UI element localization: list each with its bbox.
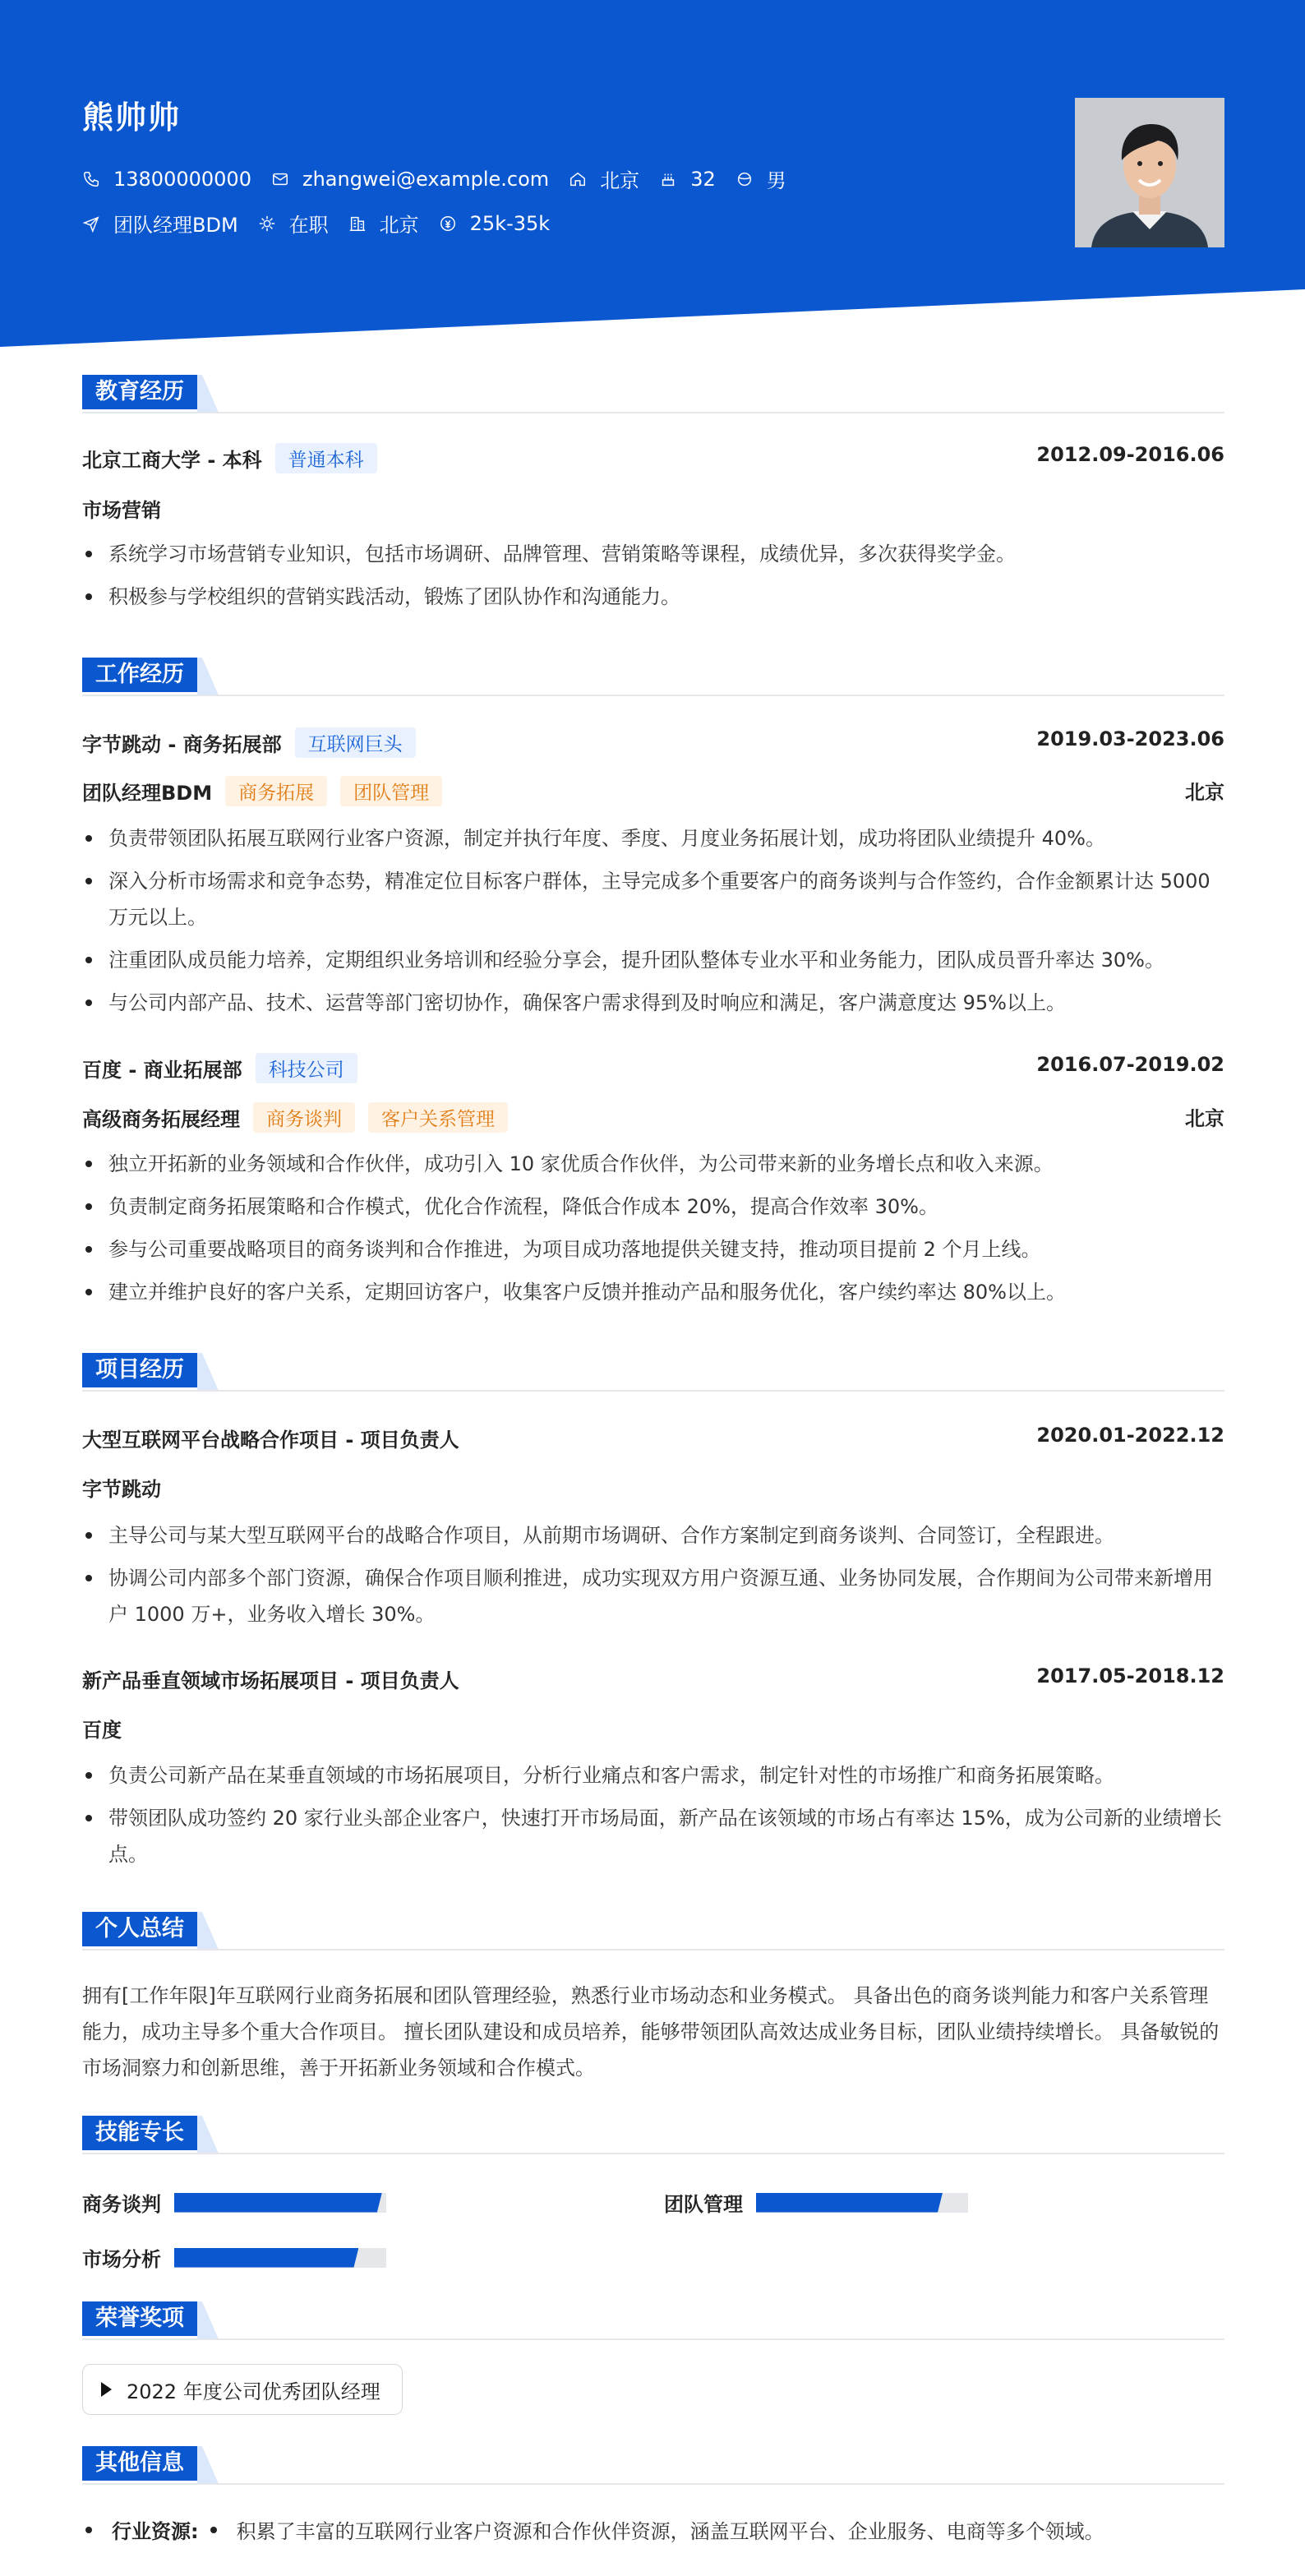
skill-bar-fill (174, 2193, 382, 2213)
list-item: 负责公司新产品在某垂直领域的市场拓展项目，分析行业痛点和客户需求，制定针对性的市场推广和商务拓展策略。 (82, 1757, 1226, 1794)
education-school: 北京工商大学 - 本科 普通本科 (82, 443, 377, 473)
section-title: 个人总结 (82, 1912, 197, 1946)
role-tag: 商务谈判 (253, 1102, 355, 1133)
intent-salary: 25k-35k (439, 212, 551, 235)
education-major: 市场营销 (82, 499, 161, 522)
section-awards (82, 2301, 1224, 2339)
work-location: 北京 (1185, 1107, 1224, 1130)
skill-name: 团队管理 (664, 2193, 743, 2216)
work-company: 字节跳动 - 商务拓展部 互联网巨头 (82, 727, 416, 758)
section-title: 荣誉奖项 (82, 2301, 197, 2336)
list-item: 系统学习市场营销专业知识，包括市场调研、品牌管理、营销策略等课程，成绩优异，多次获得奖学金。 (82, 536, 1226, 572)
avatar (1075, 98, 1224, 247)
work-role: 团队经理BDM 商务拓展 团队管理 (82, 776, 442, 806)
section-rule (82, 412, 1224, 413)
project-date: 2020.01-2022.12 (1036, 1424, 1224, 1447)
cake-icon (659, 170, 677, 188)
section-title: 教育经历 (82, 375, 197, 409)
skill-item (82, 2188, 386, 2217)
intent-city: 北京 (348, 209, 419, 238)
list-item: 带领团队成功签约 20 家行业头部企业客户，快速打开市场局面，新产品在该领域的市场占有率达 15%，成为公司新的业绩增长点。 (82, 1800, 1226, 1872)
project-org: 字节跳动 (82, 1478, 161, 1501)
contact-gender: 男 (736, 164, 786, 193)
candidate-name: 熊帅帅 (82, 99, 182, 136)
company-tag: 科技公司 (256, 1053, 357, 1083)
skill-bar-fill (174, 2248, 358, 2268)
section-title: 其他信息 (82, 2446, 197, 2481)
award-item: 2022 年度公司优秀团队经理 (82, 2364, 403, 2415)
home-icon (569, 170, 587, 188)
building-icon (348, 215, 367, 233)
school-tag: 普通本科 (275, 443, 377, 473)
section-education (82, 375, 1224, 413)
work-date: 2019.03-2023.06 (1036, 727, 1224, 750)
list-item: 负责制定商务拓展策略和合作模式，优化合作流程，降低合作成本 20%，提高合作效率 30%。 (82, 1189, 1226, 1225)
section-rule (82, 2153, 1224, 2154)
skill-name: 商务谈判 (82, 2193, 161, 2216)
project-date: 2017.05-2018.12 (1036, 1664, 1224, 1687)
list-item: 深入分析市场需求和竞争态势，精准定位目标客户群体，主导完成多个重要客户的商务谈判与合作签约，合作金额累计达 5000 万元以上。 (82, 863, 1226, 935)
section-tab-tail (197, 2446, 219, 2484)
role-tag: 客户关系管理 (368, 1102, 508, 1133)
salary-icon (439, 215, 457, 233)
bullet-dot (210, 2527, 217, 2533)
skill-item (82, 2243, 386, 2272)
list-item: 参与公司重要战略项目的商务谈判和合作推进，为项目成功落地提供关键支持，推动项目提前 2 个月上线。 (82, 1231, 1226, 1267)
work-role: 高级商务拓展经理 商务谈判 客户关系管理 (82, 1102, 508, 1133)
role-tag: 团队管理 (340, 776, 442, 806)
contact-email: zhangwei@example.com (271, 168, 549, 191)
profile-photo (1075, 98, 1224, 247)
section-rule (82, 695, 1224, 696)
list-item: 协调公司内部多个部门资源，确保合作项目顺利推进，成功实现双方用户资源互通、业务协同发展，合作期间为公司带来新增用户 1000 万+，业务收入增长 30%。 (82, 1560, 1226, 1632)
work-bullets (82, 1146, 1226, 1317)
skill-item (664, 2188, 968, 2217)
project-org: 百度 (82, 1719, 122, 1742)
skill-name: 市场分析 (82, 2248, 161, 2271)
section-summary (82, 1912, 1224, 1950)
other-info-item (82, 2515, 1104, 2544)
section-tab-tail (197, 375, 219, 413)
skill-bar (756, 2193, 968, 2213)
intent-position: 团队经理BDM (82, 209, 238, 238)
section-title: 项目经历 (82, 1353, 197, 1387)
section-other (82, 2446, 1224, 2484)
list-item: 注重团队成员能力培养，定期组织业务培训和经验分享会，提升团队整体专业水平和业务能力，团队成员晋升率达 30%。 (82, 942, 1226, 978)
mail-icon (271, 170, 289, 188)
company-tag: 互联网巨头 (295, 727, 416, 758)
section-tab-tail (197, 658, 219, 695)
work-company: 百度 - 商业拓展部 科技公司 (82, 1053, 357, 1083)
work-location: 北京 (1185, 781, 1224, 804)
role-tag: 商务拓展 (225, 776, 327, 806)
bullet-dot (85, 2527, 92, 2533)
job-intent-row (82, 209, 569, 238)
project-bullets (82, 1517, 1226, 1639)
list-item: 主导公司与某大型互联网平台的战略合作项目，从前期市场调研、合作方案制定到商务谈判、合同签订，全程跟进。 (82, 1517, 1226, 1553)
phone-icon (82, 170, 100, 188)
list-item: 与公司内部产品、技术、运营等部门密切协作，确保客户需求得到及时响应和满足，客户满意度达 95%以上。 (82, 985, 1226, 1021)
list-item: 积极参与学校组织的营销实践活动，锻炼了团队协作和沟通能力。 (82, 579, 1226, 615)
contact-row (82, 164, 806, 193)
section-rule (82, 2483, 1224, 2485)
contact-city: 北京 (569, 164, 639, 193)
resume-header (0, 0, 1305, 349)
list-item: 独立开拓新的业务领域和合作伙伴，成功引入 10 家优质合作伙伴，为公司带来新的业务增长点和收入来源。 (82, 1146, 1226, 1182)
skill-bar-fill (756, 2193, 943, 2213)
section-tab-tail (197, 1353, 219, 1391)
section-title: 技能专长 (82, 2116, 197, 2150)
section-rule (82, 1390, 1224, 1392)
section-rule (82, 2338, 1224, 2340)
skill-bar (174, 2193, 386, 2213)
section-projects (82, 1353, 1224, 1391)
summary-text: 拥有[工作年限]年互联网行业商务拓展和团队管理经验，熟悉行业市场动态和业务模式。 具备出色的商务谈判能力和客户关系管理能力，成功主导多个重大合作项目。 擅长团队建设和成员培养，能够带领团队高效达成业务目标，团队业绩持续增长。 具备敏锐的市场洞察力和创新思维，善于开拓新业务领域和合作模式。 (82, 1984, 1220, 2080)
section-tab-tail (197, 2301, 219, 2339)
education-bullets (82, 536, 1226, 621)
section-rule (82, 1949, 1224, 1950)
project-title: 大型互联网平台战略合作项目 - 项目负责人 (82, 1429, 459, 1452)
project-bullets (82, 1757, 1226, 1879)
contact-phone: 13800000000 (82, 168, 251, 191)
list-item: 负责带领团队拓展互联网行业客户资源，制定并执行年度、季度、月度业务拓展计划，成功将团队业绩提升 40%。 (82, 820, 1226, 856)
work-bullets (82, 820, 1226, 1027)
intent-status: 在职 (258, 209, 329, 238)
section-work (82, 658, 1224, 695)
list-item: 建立并维护良好的客户关系，定期回访客户，收集客户反馈并推动产品和服务优化，客户续约率达 80%以上。 (82, 1274, 1226, 1310)
section-tab-tail (197, 2116, 219, 2154)
section-skills (82, 2116, 1224, 2154)
send-icon (82, 215, 100, 233)
section-title: 工作经历 (82, 658, 197, 692)
education-date: 2012.09-2016.06 (1036, 443, 1224, 466)
other-text: 积累了丰富的互联网行业客户资源和合作伙伴资源，涵盖互联网平台、企业服务、电商等多个领域。 (236, 2520, 1104, 2543)
skill-bar (174, 2248, 386, 2268)
contact-age: 32 (659, 168, 716, 191)
status-icon (258, 215, 276, 233)
other-label: 行业资源: (112, 2520, 199, 2543)
work-date: 2016.07-2019.02 (1036, 1053, 1224, 1076)
project-title: 新产品垂直领域市场拓展项目 - 项目负责人 (82, 1669, 459, 1692)
play-icon (101, 2382, 112, 2397)
section-tab-tail (197, 1912, 219, 1950)
gender-icon (736, 170, 754, 188)
